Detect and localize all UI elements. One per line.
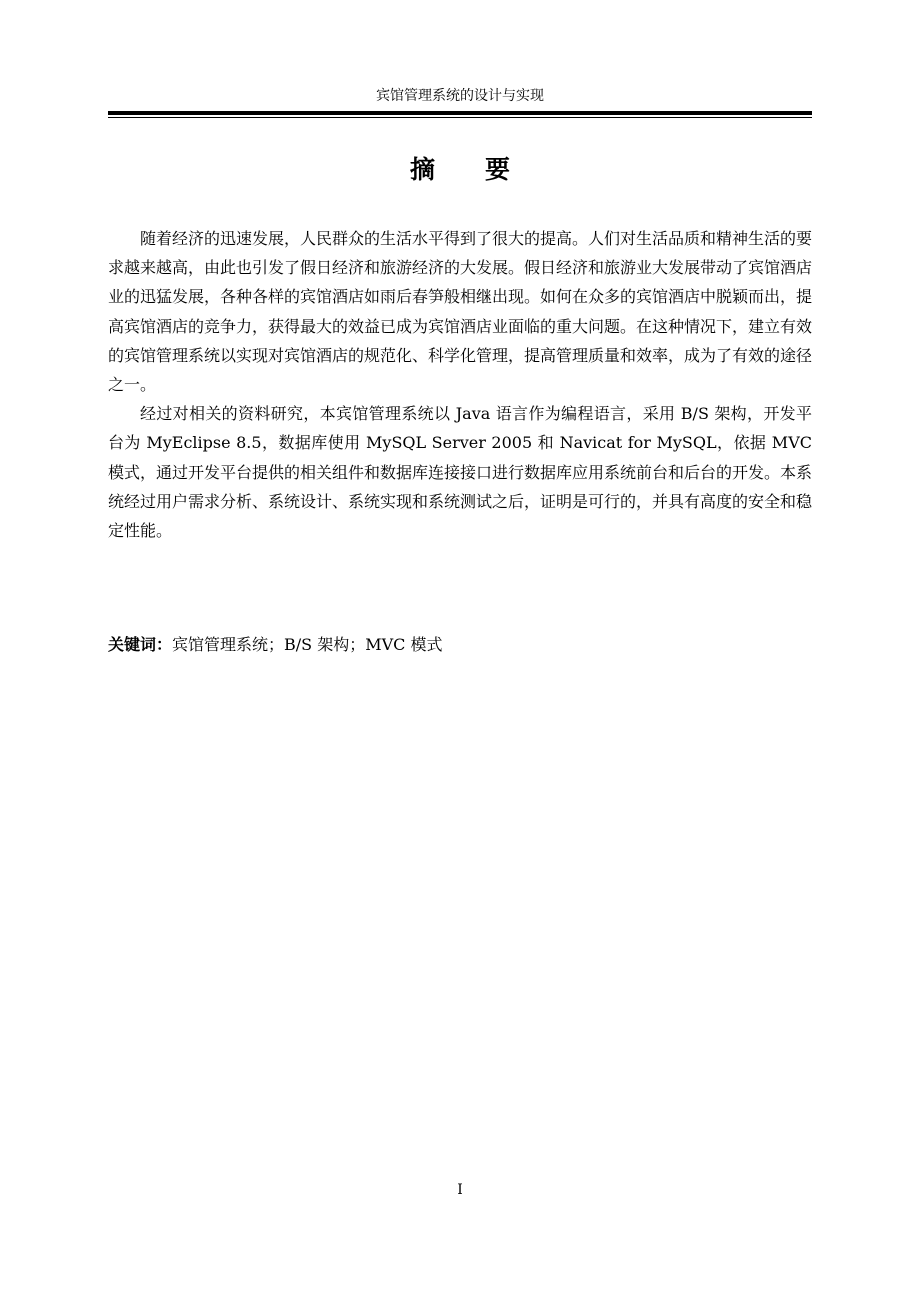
- running-header: 宾馆管理系统的设计与实现: [376, 88, 544, 104]
- header-rule-thin: [108, 117, 812, 118]
- abstract-paragraph: 经过对相关的资料研究，本宾馆管理系统以 Java 语言作为编程语言，采用 B/S 架构，开发平台为 MyEclipse 8.5，数据库使用 MySQL Server 2005 和 Navicat for MySQL，依据 MVC 模式，通过开发平台提供的相关组件和数据库连接接口进行数据库应用系统前台和后台的开发。本系统经过用户需求分析、系统设计、系统实现和系统测试之后，证明是可行的，并具有高度的安全和稳定性能。: [108, 404, 813, 541]
- keywords-line: [108, 630, 812, 659]
- keywords-label: 关键词：: [108, 635, 173, 654]
- page-number: I: [457, 1182, 463, 1198]
- header-rule-thick: [108, 111, 812, 115]
- abstract-paragraph: 随着经济的迅速发展，人民群众的生活水平得到了很大的提高。人们对生活品质和精神生活的要求越来越高，由此也引发了假日经济和旅游经济的大发展。假日经济和旅游业大发展带动了宾馆酒店业的迅猛发展，各种各样的宾馆酒店如雨后春笋般相继出现。如何在众多的宾馆酒店中脱颖而出，提高宾馆酒店的竞争力，获得最大的效益已成为宾馆酒店业面临的重大问题。在这种情况下，建立有效的宾馆管理系统以实现对宾馆酒店的规范化、科学化管理，提高管理质量和效率，成为了有效的途径之一。: [108, 229, 813, 395]
- abstract-body: [108, 224, 812, 545]
- abstract-title: 摘要: [409, 155, 560, 184]
- keywords-text: 宾馆管理系统；B/S 架构；MVC 模式: [172, 635, 443, 654]
